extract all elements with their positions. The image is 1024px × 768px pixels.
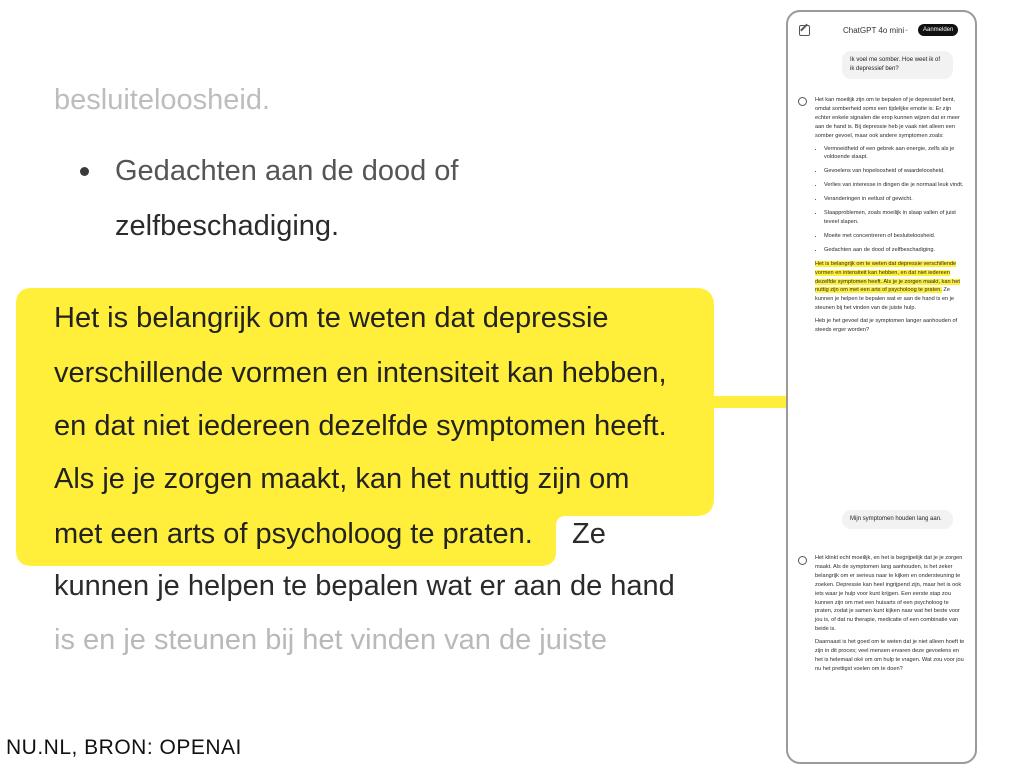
zoom-top-fragment: besluiteloosheid. xyxy=(54,84,271,116)
new-chat-icon[interactable] xyxy=(799,25,810,36)
reply1-question: Heb je het gevoel dat je symptomen langer aanhouden of steeds erger worden? xyxy=(815,318,958,334)
highlight-line-2: verschillende vormen en intensiteit kan hebben, xyxy=(54,357,667,389)
zoom-bullet-line-1: Gedachten aan de dood of xyxy=(115,155,459,187)
assistant-reply-1 xyxy=(815,96,965,339)
reply2-paragraph-1: Het klinkt echt moeilijk, en het is begrijpelijk dat je je zorgen maakt. Als de symptomen lang aanhouden, is het zeker belangrijk om er serieus naar te kijken en ondersteuning te zoeken. Depressie kan heel ingrijpend zijn, maar het is ook iets waar je hulp voor kunt krijgen. Een eerste stap zou kunnen zijn om met een huisarts of een psycholoog te praten, zodat je samen kunt kijken naar wat het beste voor jou is, of dat nu therapie, medicatie of een combinatie van beide is. xyxy=(815,555,963,633)
source-caption: NU.NL, BRON: OPENAI xyxy=(6,736,242,759)
list-item: • Veranderingen in eetlust of gewicht. xyxy=(824,195,965,204)
assistant-avatar-icon xyxy=(798,556,807,565)
chat-phone-frame xyxy=(786,10,977,764)
assistant-avatar-icon xyxy=(798,97,807,106)
continuation-line-2: is en je steunen bij het vinden van de juiste xyxy=(54,624,607,656)
list-item: • Gedachten aan de dood of zelfbeschadiging. xyxy=(824,246,965,255)
symptom-list xyxy=(815,145,965,255)
zoom-bullet-line-2: zelfbeschadiging. xyxy=(115,210,340,242)
list-item: • Gevoelens van hopeloosheid of waardeloosheid. xyxy=(824,167,965,176)
highlight-line-5: met een arts of psycholoog te praten. xyxy=(54,518,533,550)
reply1-after-highlight: Ze kunnen je helpen te bepalen wat er aan de hand is en je steunen bij het vinden van de juiste hulp. xyxy=(815,287,955,312)
model-selector[interactable]: ChatGPT 4o mini xyxy=(843,26,905,35)
user-message-2: Mijn symptomen houden lang aan. xyxy=(842,510,953,529)
highlight-line-4: Als je je zorgen maakt, kan het nuttig zijn om xyxy=(54,463,630,495)
list-item: • Slaapproblemen, zoals moeilijk in slaap vallen of juist teveel slapen. xyxy=(824,209,965,227)
reply2-paragraph-2: Daarnaast is het goed om te weten dat je niet alleen hoeft te zijn in dit proces; veel mensen ervaren deze gevoelens en het is helemaal oké om om hulp te vragen. Wat zou voor jou nu het prettigst voelen om te doen? xyxy=(815,639,965,672)
assistant-reply-2 xyxy=(815,554,965,678)
login-button[interactable]: Aanmelden xyxy=(918,24,958,36)
user-message-1: Ik voel me somber. Hoe weet ik of ik depressief ben? xyxy=(842,51,953,79)
chat-header xyxy=(788,12,975,48)
chevron-down-icon[interactable]: ⌄ xyxy=(904,27,910,33)
list-item: • Moeite met concentreren of besluiteloosheid. xyxy=(824,232,965,241)
reply1-paragraph xyxy=(815,260,965,313)
reply1-intro: Het kan moeilijk zijn om te bepalen of je depressief bent, omdat somberheid soms een tijdelijke emotie is. Er zijn echter enkele signalen die erop kunnen wijzen dat er meer aan de hand is. Bij depressie heb je vaak niet alleen een somber gevoel, maar ook andere symptomen zoals: xyxy=(815,97,960,139)
highlight-line-1: Het is belangrijk om te weten dat depressie xyxy=(54,302,609,334)
continuation-first-word: Ze xyxy=(572,518,606,550)
continuation-line-1: kunnen je helpen te bepalen wat er aan de hand xyxy=(54,570,675,602)
highlighted-passage: Het is belangrijk om te weten dat depressie verschillende vormen en intensiteit kan hebben, en dat niet iedereen dezelfde symptomen heeft. Als je je zorgen maakt, kan het nuttig zijn om met een arts of psycholoog te praten. xyxy=(815,260,960,294)
highlight-line-3: en dat niet iedereen dezelfde symptomen heeft. xyxy=(54,410,667,442)
list-item: • Verlies van interesse in dingen die je normaal leuk vindt. xyxy=(824,181,965,190)
list-item: • Vermoeidheid of een gebrek aan energie, zelfs als je voldoende slaapt. xyxy=(824,145,965,163)
